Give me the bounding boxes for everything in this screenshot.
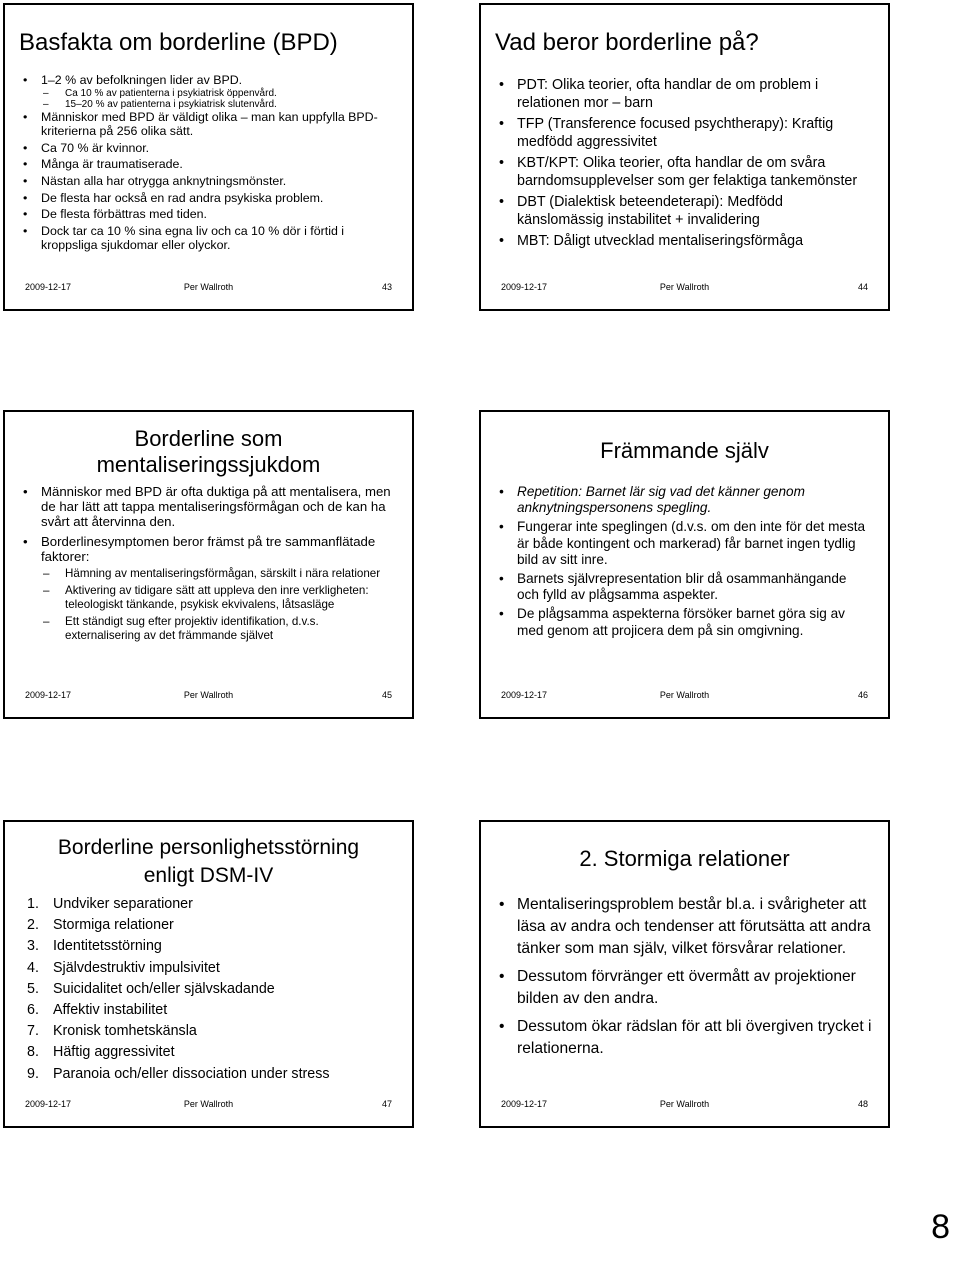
list-item: • Människor med BPD är väldigt olika – man kan uppfylla BPD-kriterierna på 256 olika sätt.: [23, 110, 396, 139]
list-item: – Hämning av mentaliseringsförmågan, särskilt i nära relationer: [23, 567, 396, 581]
list-item: • De plågsamma aspekterna försöker barnet göra sig av med genom att projicera dem på sin omgivning.: [499, 606, 872, 638]
list-item: • Dessutom förvränger ett övermått av projektioner bilden av den andra.: [499, 966, 872, 1010]
list-item: • DBT (Dialektisk beteendeterapi): Medfödd känslomässig instabilitet + invalidering: [499, 194, 872, 229]
list-item: • KBT/KPT: Olika teorier, ofta handlar de om svåra barndomsupplevelser som ger felaktiga tankemönster: [499, 155, 872, 190]
list-item: • Mentaliseringsproblem består bl.a. i svårigheter att läsa av andra och tendenser att förutsätta att andra tänker som man själv, vilket försvårar relationer.: [499, 894, 872, 960]
slide-title: Främmande själv: [600, 438, 769, 463]
list-item: • Borderlinesymptomen beror främst på tre sammanflätade faktorer:: [23, 534, 396, 564]
item-number: 4.: [27, 959, 39, 976]
bullet-list: [23, 73, 396, 253]
footer-page: 45: [381, 690, 392, 700]
slide-46: [479, 410, 890, 719]
item-number: 3.: [27, 938, 39, 955]
list-item: • 1–2 % av befolkningen lider av BPD.: [23, 73, 396, 88]
footer-author: Per Wallroth: [659, 1099, 710, 1109]
item-number: 9.: [27, 1065, 39, 1082]
list-item: – Aktivering av tidigare sätt att uppleva den inre verkligheten: teleologiskt tänkande, psykisk ekvivalens, låtsasläge: [23, 584, 396, 612]
footer-page: 48: [857, 1099, 868, 1109]
slide-44: [479, 3, 890, 311]
list-item: [27, 1064, 396, 1085]
list-item: • De flesta har också en rad andra psykiska problem.: [23, 191, 396, 206]
list-item: • Dock tar ca 10 % sina egna liv och ca 10 % dör i förtid i kroppsliga sjukdomar eller olyckor.: [23, 224, 396, 253]
footer-author: Per Wallroth: [183, 1099, 234, 1109]
footer-date: 2009-12-17: [501, 1099, 548, 1109]
list-item: • Nästan alla har otrygga anknytningsmönster.: [23, 174, 396, 189]
item-text: Identitetsstörning: [53, 938, 162, 955]
slide-47: [3, 820, 414, 1128]
footer-page: 47: [381, 1099, 392, 1109]
slide-48: [479, 820, 890, 1128]
footer-author: Per Wallroth: [659, 690, 710, 700]
item-text: Undviker separationer: [53, 896, 193, 912]
list-item: • Dessutom ökar rädslan för att bli övergiven trycket i relationerna.: [499, 1016, 872, 1060]
slide-footer: [501, 1098, 868, 1110]
footer-date: 2009-12-17: [501, 690, 548, 700]
item-text: Suicidalitet och/eller självskadande: [53, 980, 275, 997]
item-number: 1.: [27, 896, 39, 912]
list-item: [27, 936, 396, 957]
item-number: 2.: [27, 917, 39, 934]
item-number: 8.: [27, 1044, 39, 1061]
slide-45: [3, 410, 414, 719]
slide-title: Basfakta om borderline (BPD): [19, 29, 338, 56]
list-item: [27, 1000, 396, 1021]
item-text: Affektiv instabilitet: [53, 1002, 168, 1019]
list-item: • De flesta förbättras med tiden.: [23, 207, 396, 222]
list-item: • Många är traumatiserade.: [23, 157, 396, 172]
footer-date: 2009-12-17: [25, 690, 72, 700]
footer-page: 46: [857, 690, 868, 700]
footer-author: Per Wallroth: [183, 690, 234, 700]
item-number: 7.: [27, 1023, 39, 1040]
list-item: – Ca 10 % av patienterna i psykiatrisk öppenvård.: [23, 88, 396, 99]
bullet-list: [499, 894, 872, 1060]
slide-footer: [25, 281, 392, 293]
slide-footer: [501, 689, 868, 701]
slide-title: Vad beror borderline på?: [495, 29, 759, 56]
footer-author: Per Wallroth: [183, 282, 234, 292]
list-item: • Ca 70 % är kvinnor.: [23, 141, 396, 156]
footer-date: 2009-12-17: [25, 1099, 72, 1109]
list-item: [27, 1021, 396, 1042]
page-number: 8: [931, 1208, 950, 1246]
bullet-list: [499, 77, 872, 251]
slide-title: Borderline som mentaliseringssjukdom: [96, 426, 321, 477]
slide-title: Borderline personlighetsstörning enligt DSM-IV: [57, 836, 360, 887]
item-number: 5.: [27, 980, 39, 997]
bullet-list: [499, 484, 872, 639]
footer-date: 2009-12-17: [501, 282, 548, 292]
slide-footer: [501, 281, 868, 293]
list-item: • PDT: Olika teorier, ofta handlar de om problem i relationen mor – barn: [499, 77, 872, 112]
list-item: • MBT: Dåligt utvecklad mentaliseringsförmåga: [499, 233, 872, 251]
item-text: Självdestruktiv impulsivitet: [53, 959, 220, 976]
footer-page: 44: [857, 282, 868, 292]
list-item: [27, 958, 396, 979]
item-number: 6.: [27, 1002, 39, 1019]
footer-page: 43: [381, 282, 392, 292]
list-item: • TFP (Transference focused psychtherapy): Kraftig medfödd aggressivitet: [499, 116, 872, 151]
list-item: [27, 894, 396, 915]
numbered-list: [27, 894, 396, 1085]
list-item: • Repetition: Barnet lär sig vad det känner genom anknytningspersonens spegling.: [499, 484, 872, 516]
list-item: – 15–20 % av patienterna i psykiatrisk slutenvård.: [23, 99, 396, 110]
list-item: [27, 915, 396, 936]
slide-title: 2. Stormiga relationer: [579, 846, 790, 871]
list-item: [27, 979, 396, 1000]
list-item: – Ett ständigt sug efter projektiv identifikation, d.v.s. externalisering av det främmande självet: [23, 615, 396, 643]
list-item: [27, 1042, 396, 1063]
bullet-list: [23, 484, 396, 643]
slide-footer: [25, 1098, 392, 1110]
footer-date: 2009-12-17: [25, 282, 72, 292]
item-text: Häftig aggressivitet: [53, 1044, 175, 1061]
item-text: Kronisk tomhetskänsla: [53, 1023, 197, 1040]
footer-author: Per Wallroth: [659, 282, 710, 292]
list-item: • Fungerar inte speglingen (d.v.s. om den inte för det mesta är både kontingent och markerad) får barnet ingen tydlig bild av sitt inre.: [499, 519, 872, 568]
slide-footer: [25, 689, 392, 701]
list-item: • Barnets självrepresentation blir då osammanhängande och fylld av plågsamma aspekter.: [499, 571, 872, 603]
item-text: Paranoia och/eller dissociation under stress: [53, 1065, 330, 1082]
slide-43: [3, 3, 414, 311]
item-text: Stormiga relationer: [53, 917, 174, 934]
list-item: • Människor med BPD är ofta duktiga på att mentalisera, men de har lätt att tappa mentaliseringsförmågan och de kan ha svårt att återvinna den.: [23, 484, 396, 530]
